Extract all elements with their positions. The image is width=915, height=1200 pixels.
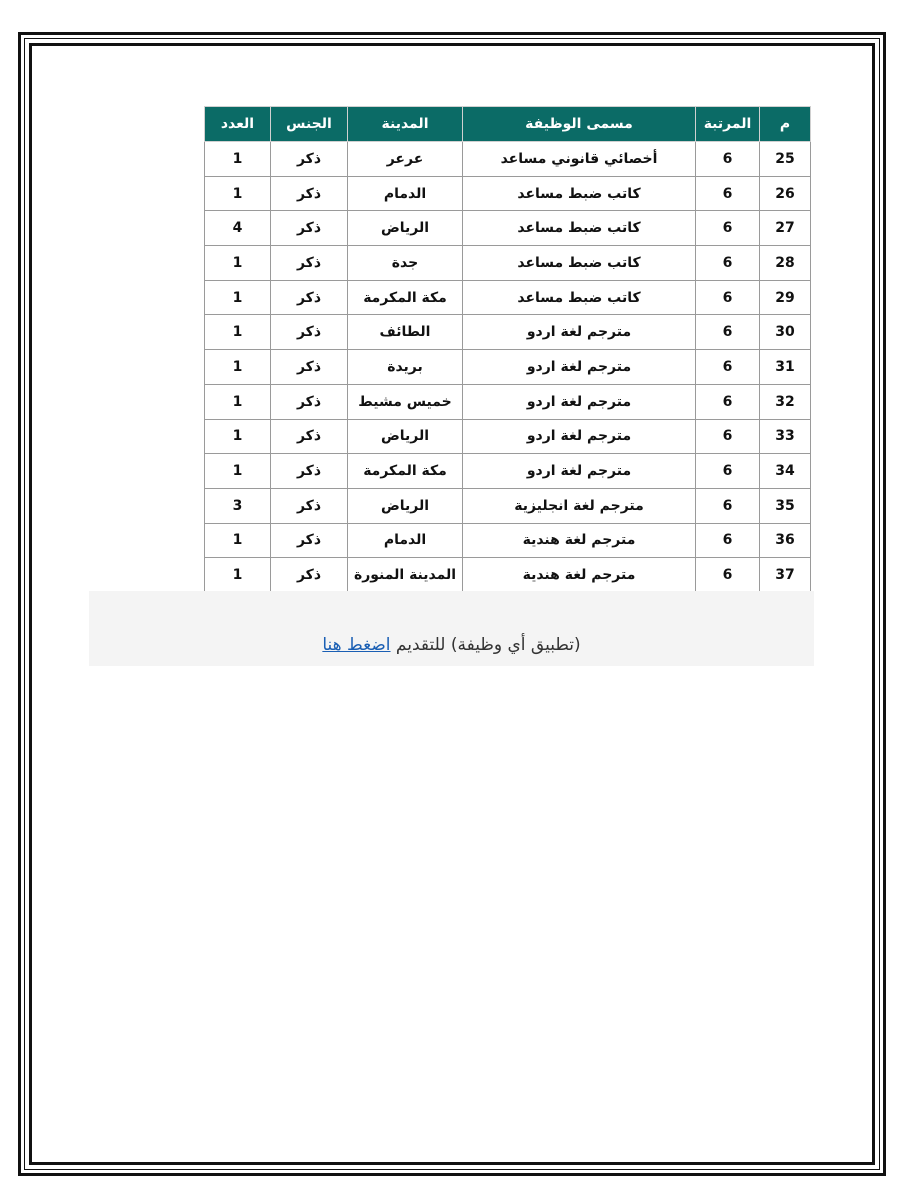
cell-index: 36 <box>760 523 811 558</box>
table-row <box>205 454 811 489</box>
cell-count: 1 <box>205 454 271 489</box>
cell-job-title: مترجم لغة هندية <box>463 523 696 558</box>
cell-city: الدمام <box>348 176 463 211</box>
cell-job-title: مترجم لغة اردو <box>463 315 696 350</box>
cell-city: الرياض <box>348 419 463 454</box>
table-body <box>205 142 811 593</box>
header-count: العدد <box>205 107 271 142</box>
cell-gender: ذكر <box>271 350 348 385</box>
cell-job-title: مترجم لغة اردو <box>463 454 696 489</box>
table-header-row <box>205 107 811 142</box>
apply-line <box>89 635 814 655</box>
cell-index: 27 <box>760 211 811 246</box>
cell-rank: 6 <box>696 315 760 350</box>
cell-rank: 6 <box>696 176 760 211</box>
header-index: م <box>760 107 811 142</box>
cell-count: 1 <box>205 142 271 177</box>
cell-gender: ذكر <box>271 523 348 558</box>
cell-gender: ذكر <box>271 280 348 315</box>
cell-rank: 6 <box>696 142 760 177</box>
cell-city: الدمام <box>348 523 463 558</box>
cell-job-title: مترجم لغة انجليزية <box>463 488 696 523</box>
cell-gender: ذكر <box>271 315 348 350</box>
cell-index: 31 <box>760 350 811 385</box>
cell-rank: 6 <box>696 211 760 246</box>
cell-gender: ذكر <box>271 384 348 419</box>
table-row <box>205 384 811 419</box>
cell-index: 35 <box>760 488 811 523</box>
cell-count: 1 <box>205 246 271 281</box>
cell-job-title: كاتب ضبط مساعد <box>463 211 696 246</box>
cell-count: 1 <box>205 280 271 315</box>
cell-gender: ذكر <box>271 558 348 593</box>
cell-gender: ذكر <box>271 176 348 211</box>
cell-job-title: مترجم لغة اردو <box>463 384 696 419</box>
cell-index: 29 <box>760 280 811 315</box>
cell-index: 30 <box>760 315 811 350</box>
cell-job-title: مترجم لغة اردو <box>463 350 696 385</box>
cell-count: 1 <box>205 350 271 385</box>
cell-index: 26 <box>760 176 811 211</box>
cell-rank: 6 <box>696 558 760 593</box>
cell-rank: 6 <box>696 419 760 454</box>
cell-city: جدة <box>348 246 463 281</box>
cell-index: 28 <box>760 246 811 281</box>
table-row <box>205 211 811 246</box>
cell-rank: 6 <box>696 454 760 489</box>
table-row <box>205 558 811 593</box>
table-row <box>205 246 811 281</box>
header-rank: المرتبة <box>696 107 760 142</box>
apply-link[interactable]: اضغط هنا <box>322 635 391 655</box>
cell-count: 1 <box>205 419 271 454</box>
cell-count: 4 <box>205 211 271 246</box>
table-row <box>205 176 811 211</box>
apply-text: (تطبيق أي وظيفة) للتقديم <box>390 635 581 655</box>
cell-count: 1 <box>205 558 271 593</box>
cell-job-title: مترجم لغة هندية <box>463 558 696 593</box>
table-row <box>205 488 811 523</box>
cell-rank: 6 <box>696 350 760 385</box>
cell-gender: ذكر <box>271 454 348 489</box>
cell-index: 34 <box>760 454 811 489</box>
jobs-table <box>204 106 811 593</box>
cell-city: بريدة <box>348 350 463 385</box>
cell-job-title: كاتب ضبط مساعد <box>463 176 696 211</box>
table-row <box>205 523 811 558</box>
table-row <box>205 142 811 177</box>
cell-job-title: كاتب ضبط مساعد <box>463 280 696 315</box>
cell-index: 37 <box>760 558 811 593</box>
cell-city: المدينة المنورة <box>348 558 463 593</box>
table-row <box>205 419 811 454</box>
cell-city: خميس مشيط <box>348 384 463 419</box>
cell-city: الرياض <box>348 488 463 523</box>
cell-count: 1 <box>205 384 271 419</box>
cell-gender: ذكر <box>271 142 348 177</box>
cell-rank: 6 <box>696 384 760 419</box>
cell-index: 32 <box>760 384 811 419</box>
cell-gender: ذكر <box>271 211 348 246</box>
cell-count: 3 <box>205 488 271 523</box>
cell-city: مكة المكرمة <box>348 280 463 315</box>
cell-city: الرياض <box>348 211 463 246</box>
cell-rank: 6 <box>696 523 760 558</box>
apply-box <box>89 591 814 666</box>
table-row <box>205 280 811 315</box>
header-gender: الجنس <box>271 107 348 142</box>
cell-city: مكة المكرمة <box>348 454 463 489</box>
cell-count: 1 <box>205 315 271 350</box>
cell-job-title: كاتب ضبط مساعد <box>463 246 696 281</box>
header-job-title: مسمى الوظيفة <box>463 107 696 142</box>
cell-rank: 6 <box>696 488 760 523</box>
cell-rank: 6 <box>696 280 760 315</box>
table-row <box>205 315 811 350</box>
cell-job-title: مترجم لغة اردو <box>463 419 696 454</box>
cell-job-title: أخصائي قانوني مساعد <box>463 142 696 177</box>
cell-count: 1 <box>205 523 271 558</box>
cell-count: 1 <box>205 176 271 211</box>
cell-city: الطائف <box>348 315 463 350</box>
table-row <box>205 350 811 385</box>
header-city: المدينة <box>348 107 463 142</box>
cell-gender: ذكر <box>271 246 348 281</box>
cell-gender: ذكر <box>271 488 348 523</box>
cell-index: 33 <box>760 419 811 454</box>
cell-gender: ذكر <box>271 419 348 454</box>
cell-city: عرعر <box>348 142 463 177</box>
cell-index: 25 <box>760 142 811 177</box>
cell-rank: 6 <box>696 246 760 281</box>
